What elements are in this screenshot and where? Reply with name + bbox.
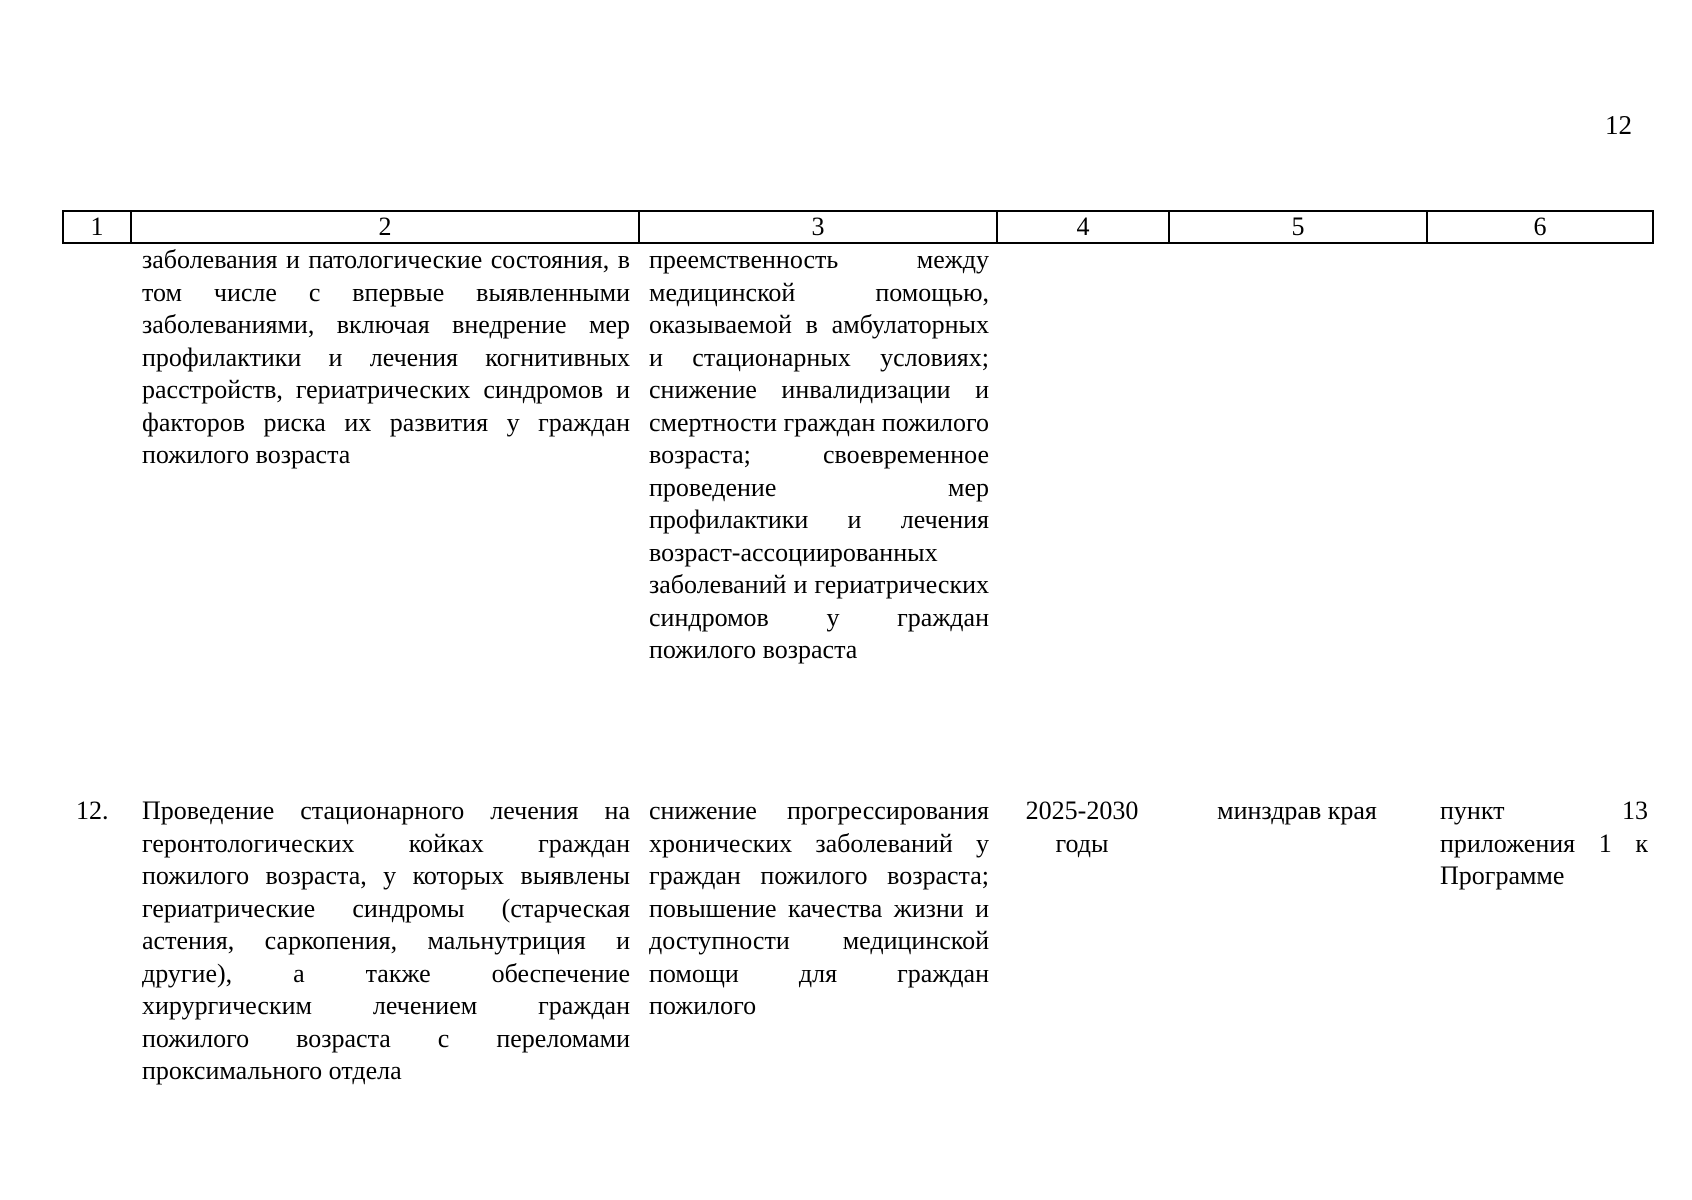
header-col-6: 6 xyxy=(1533,212,1547,241)
expected-result: преемственность между медицинской помощью, оказываемой в амбулаторных и стационарных условиях; снижение инвалидизации и смертности граждан пожилого возраста; своевременное проведение мер профилактики и лечения возраст-ассоциированных заболеваний и гериатрических синдромов у граждан пожилого возраста xyxy=(649,245,989,664)
executor: минздрав края xyxy=(1217,796,1377,825)
period: 2025-2030 годы xyxy=(1025,796,1139,858)
row-number: 12. xyxy=(76,796,109,825)
header-col-5: 5 xyxy=(1170,212,1428,242)
reference: пункт 13 приложения 1 к Программе xyxy=(1440,796,1648,890)
header-col-1: 1 xyxy=(64,212,132,242)
header-col-4: 4 xyxy=(998,212,1170,242)
activity-name: заболевания и патологические состояния, в том числе с впервые выявленными заболеваниями, включая внедрение мер профилактики и лечения когнитивных расстройств, гериатрических синдромов и факторов риска их развития у граждан пожилого возраста xyxy=(142,245,630,469)
expected-result: снижение прогрессирования хронических заболеваний у граждан пожилого возраста; повышение качества жизни и доступности медицинской помощи для граждан пожилого xyxy=(649,796,989,1020)
table-header xyxy=(62,210,1654,244)
activity-name: Проведение стационарного лечения на геронтологических койках граждан пожилого возраста, у которых выявлены гериатрические синдромы (старческая астения, саркопения, мальнутриция и другие), а также обеспечение хирургическим лечением граждан пожилого возраста с переломами проксимального отдела xyxy=(142,796,630,1085)
page-number: 12 xyxy=(1605,110,1632,140)
header-col-3: 3 xyxy=(640,212,998,242)
header-col-2: 2 xyxy=(132,212,640,242)
